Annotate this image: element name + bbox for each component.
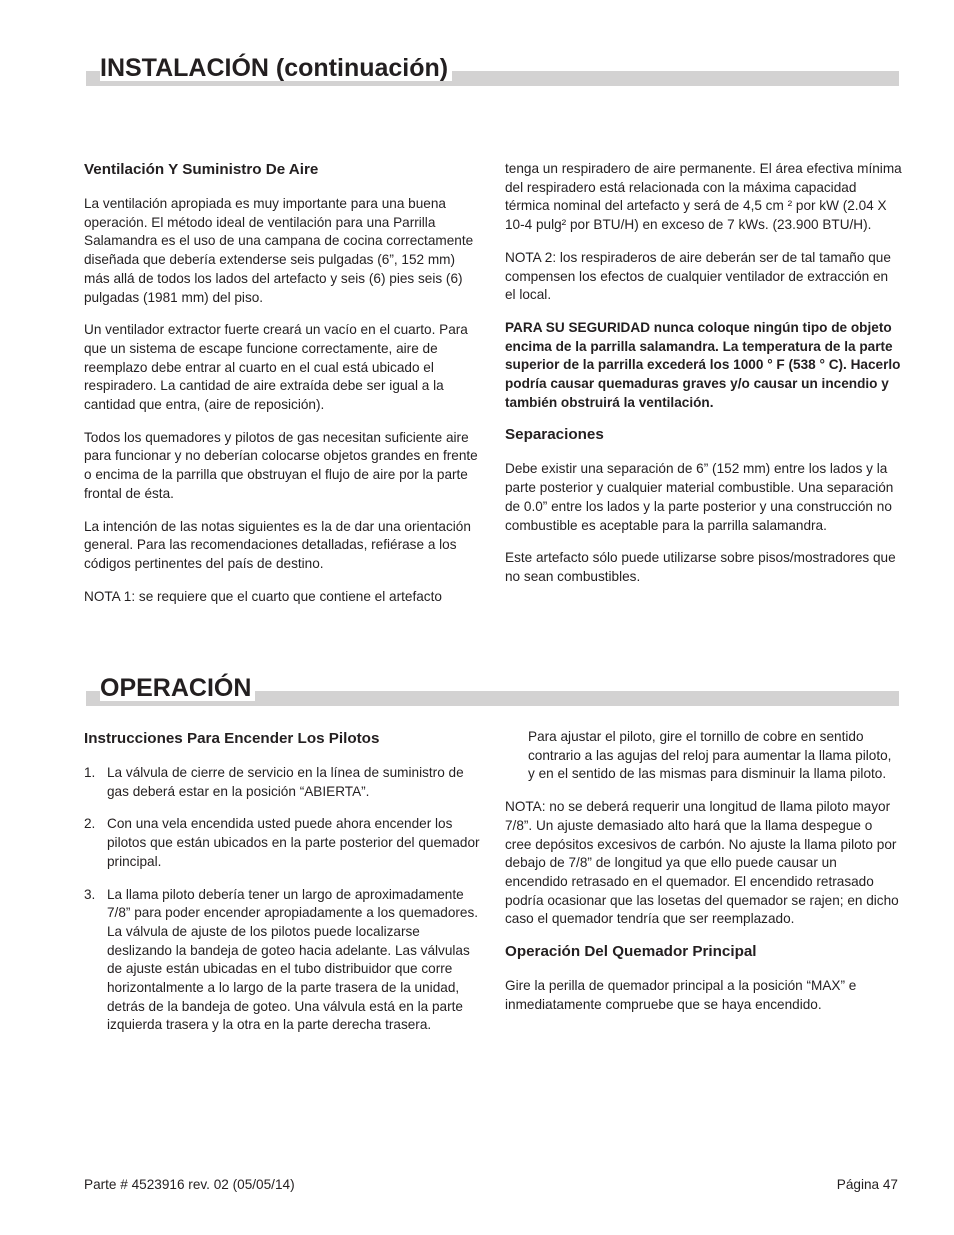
paragraph: La ventilación apropiada es muy importante para una buena operación. El método ideal de ventilación para una Parrilla Salamandra es el uso de una campana de cocina correctamente diseñada que debería extenderse seis pulgadas (6”, 152 mm) más allá de todos los lados del artefacto y seis (6) pies seis (6) pulgadas (1981 mm) del piso. <box>84 196 474 305</box>
paragraph-nota: NOTA: no se deberá requerir una longitud de llama piloto mayor 7/8”. Un ajuste demasiado alto hará que la llama despegue o cree depósitos excesivos de carbón. No ajuste la llama piloto por debajo de 7/8” de longitud ya que ello puede causar un encendido retrasado en el quemador. El encendido retrasado podría ocasionar que las losetas del quemador se rajen; en dicho caso el quemador tendría que ser reemplazado. <box>505 799 899 927</box>
paragraph: Este artefacto sólo puede utilizarse sobre pisos/mostradores que no sean combustibles. <box>505 550 896 584</box>
paragraph: Debe existir una separación de 6” (152 mm) entre los lados y la parte posterior y cualquier material combustible. Una separación de 0.0” entre los lados y la parte posterior y una construcción no combustible es aceptable para la parrilla salamandra. <box>505 461 894 533</box>
list-item-number: 2. <box>84 816 96 832</box>
list-item <box>84 815 482 871</box>
paragraph: Un ventilador extractor fuerte creará un vacío en el cuarto. Para que un sistema de escape funcione correctamente, aire de reemplazo debe entrar al cuarto en el cual está ubicado el respiradero. La cantidad de aire extraída debe ser igual a la cantidad que entra, (aire de reposición). <box>84 322 468 413</box>
heading-quemador-principal: Operación Del Quemador Principal <box>505 943 757 961</box>
footer-page-number: Página 47 <box>836 1177 898 1192</box>
section-title-operacion: OPERACIÓN <box>100 676 255 701</box>
paragraph: Gire la perilla de quemador principal a la posición “MAX” e inmediatamente compruebe que se haya encendido. <box>505 978 857 1012</box>
instructions-list <box>84 764 482 1035</box>
paragraph-ajuste-piloto: Para ajustar el piloto, gire el tornillo de cobre en sentido contrario a las agujas del reloj para aumentar la llama piloto, y en el sentido de las mismas para disminuir la llama piloto. <box>528 729 892 782</box>
safety-warning: PARA SU SEGURIDAD nunca coloque ningún tipo de objeto encima de la parrilla salamandra. La temperatura de la parte superior de la parrilla excederá los 1000 ° F (538 ° C). Hacerlo podría causar quemaduras graves y/o causar un incendio y también obstruirá la ventilación. <box>505 319 901 410</box>
paragraph: La intención de las notas siguientes es la de dar una orientación general. Para las recomendaciones detalladas, refiérase a los códigos pertinentes del país de destino. <box>84 518 471 571</box>
list-item <box>84 886 482 1036</box>
paragraph: Todos los quemadores y pilotos de gas necesitan suficiente aire para funcionar y no deberían colocarse objetos grandes en frente o encima de la parrilla que obstruyan el flujo de aire por la parte frontal de ésta. <box>84 429 478 501</box>
section2-left-column <box>84 730 482 1049</box>
section2-right-column <box>505 728 902 1028</box>
footer-part-number: Parte # 4523916 rev. 02 (05/05/14) <box>84 1177 295 1192</box>
paragraph-nota-1: NOTA 1: se requiere que el cuarto que contiene el artefacto <box>84 588 442 604</box>
list-item-text: La llama piloto debería tener un largo de aproximadamente 7/8” para poder encender apropiadamente a los quemadores. La válvula de ajuste de los pilotos puede localizarse deslizando la bandeja de goteo hacia adelante. Las válvulas de ajuste están ubicadas en el tubo distribuidor que corre horizontalmente a lo largo de la parte trasera de la unidad, detrás de la bandeja de goteo. Una válvula está en la parte izquierda trasera y la otra en la parte derecha trasera. <box>107 886 479 1033</box>
section1-right-column <box>505 160 902 601</box>
heading-instrucciones-pilotos: Instrucciones Para Encender Los Pilotos <box>84 730 380 747</box>
paragraph-nota-1-cont: tenga un respiradero de aire permanente. El área efectiva mínima del respiradero está relacionada con la máxima capacidad térmica nominal del artefacto y será de 4,5 cm ² por kW (2.04 X 10-4 pulg² por BTU/H) en exceso de 7 kWs. (23.900 BTU/H). <box>505 161 902 233</box>
heading-ventilacion: Ventilación Y Suministro De Aire <box>84 161 319 178</box>
list-item-number: 3. <box>84 886 96 902</box>
list-item-number: 1. <box>84 765 96 780</box>
paragraph-nota-2: NOTA 2: los respiraderos de aire deberán ser de tal tamaño que compensen los efectos de cualquier ventilador de extracción en el local. <box>505 249 891 303</box>
list-item-text: La válvula de cierre de servicio en la línea de suministro de gas deberá estar en la posición “ABIERTA”. <box>107 765 464 799</box>
list-item-text: Con una vela encendida usted puede ahora encender los pilotos que están ubicados en la parte posterior del quemador principal. <box>107 816 480 869</box>
section1-left-column <box>84 161 482 620</box>
list-item <box>84 764 482 801</box>
section-title-instalacion: INSTALACIÓN (continuación) <box>100 56 452 81</box>
heading-separaciones: Separaciones <box>505 426 604 444</box>
